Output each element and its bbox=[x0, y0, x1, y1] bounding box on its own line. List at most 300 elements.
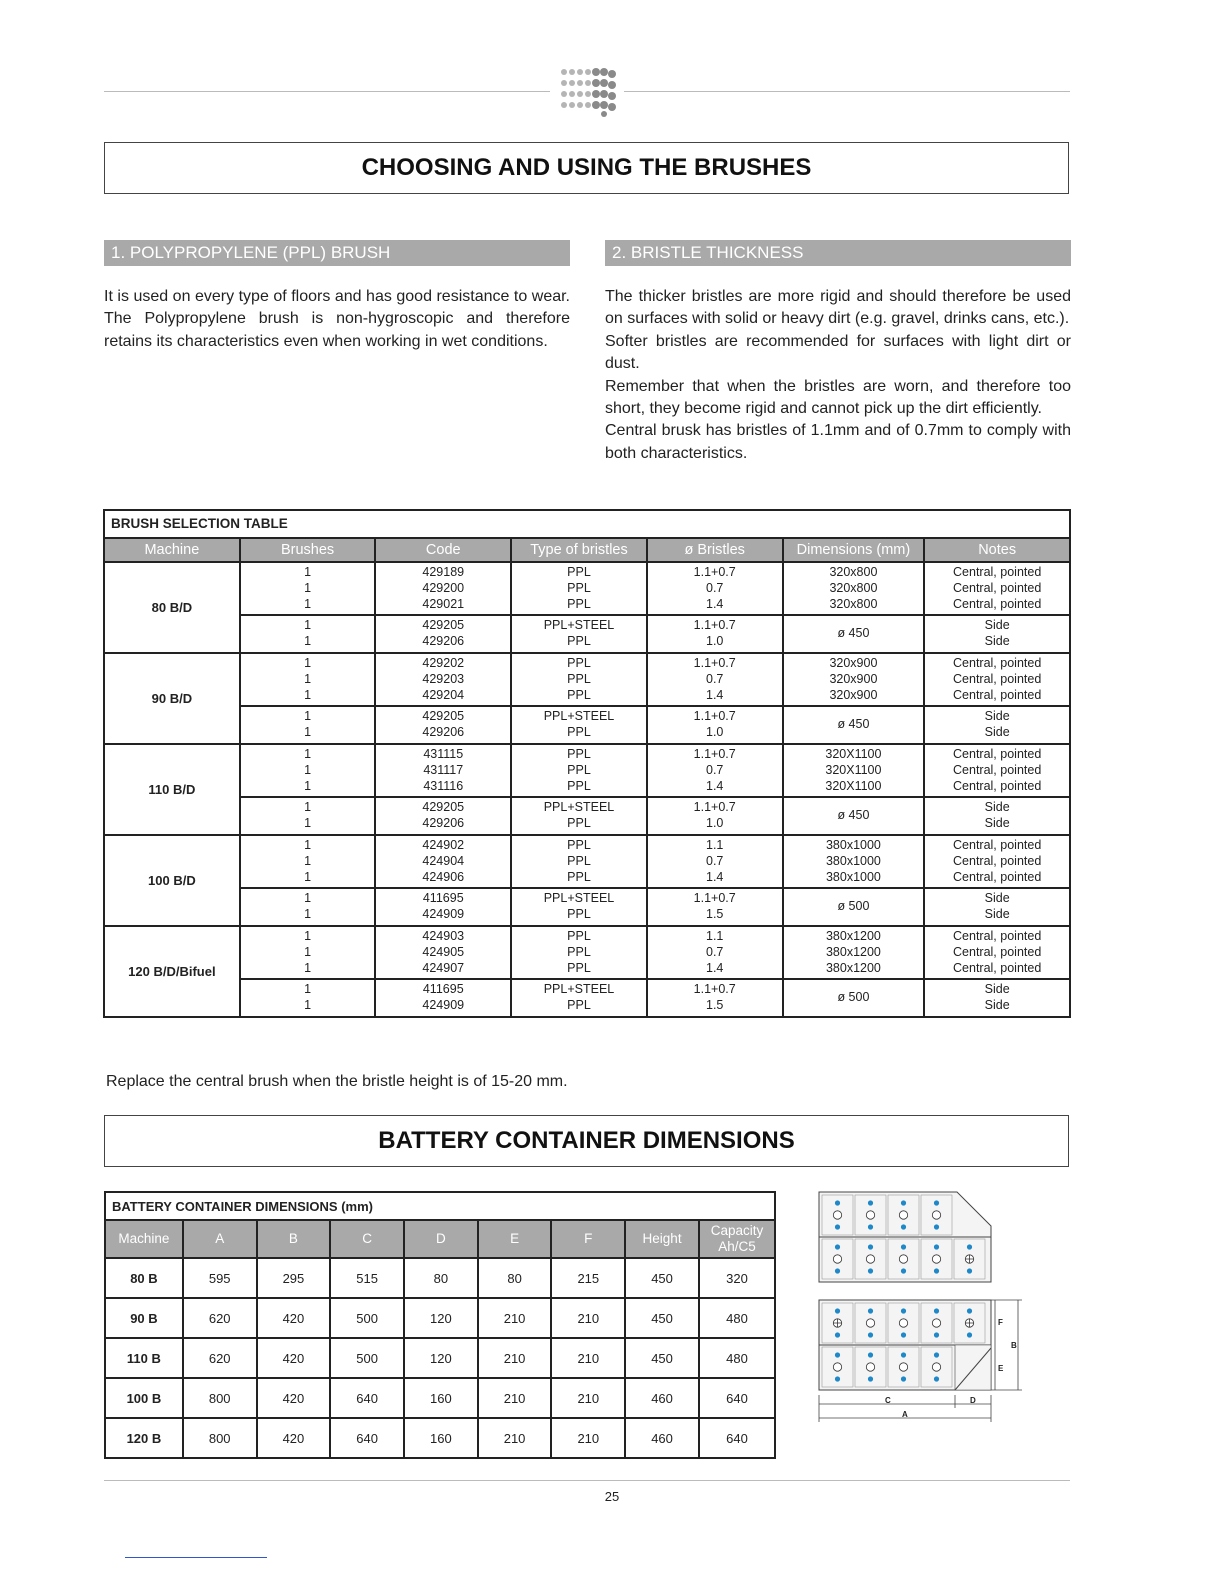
notes-cell-line: Side bbox=[984, 709, 1010, 724]
dimensions-cell bbox=[783, 888, 925, 926]
cell-terminal-dot bbox=[868, 1332, 873, 1337]
code-cell bbox=[375, 562, 511, 615]
bristles-cell bbox=[647, 615, 783, 653]
section2-paragraph-4: Central brusk has bristles of 1.1mm and of 0.7mm to comply with both characteristics. bbox=[605, 422, 1071, 462]
type-cell bbox=[511, 797, 647, 835]
type-cell-line: PPL+STEEL bbox=[543, 891, 615, 906]
page-number: 25 bbox=[604, 1489, 620, 1504]
code-cell-line: 431117 bbox=[423, 762, 464, 777]
code-cell-line: 429205 bbox=[422, 800, 465, 815]
notes-cell-line: Central, pointed bbox=[953, 746, 1042, 761]
cell-terminal-ring bbox=[833, 1363, 841, 1371]
battery-value-cell: 210 bbox=[551, 1338, 625, 1378]
cell-terminal-ring bbox=[866, 1211, 874, 1219]
battery-value-cell: 210 bbox=[478, 1418, 552, 1458]
cell-terminal-dot bbox=[868, 1224, 873, 1229]
brush-col-brushes: Brushes bbox=[240, 538, 376, 562]
brushes-cell-line: 1 bbox=[304, 869, 312, 884]
type-cell-line: PPL+STEEL bbox=[543, 982, 615, 997]
notes-cell-line: Side bbox=[984, 998, 1010, 1013]
code-cell-line: 431115 bbox=[423, 746, 464, 761]
battery-col-header: A bbox=[183, 1220, 257, 1258]
brush-col-dimensions: Dimensions (mm) bbox=[783, 538, 925, 562]
cell-terminal-ring bbox=[833, 1211, 841, 1219]
battery-value-cell: 515 bbox=[330, 1258, 404, 1298]
notes-cell-line: Central, pointed bbox=[953, 762, 1042, 777]
brushes-cell-line: 1 bbox=[304, 725, 312, 740]
notes-cell-line: Central, pointed bbox=[953, 655, 1042, 670]
battery-side-view bbox=[819, 1300, 991, 1390]
code-cell-line: 424904 bbox=[422, 853, 465, 868]
brushes-cell-line: 1 bbox=[304, 671, 312, 686]
brush-table-caption: BRUSH SELECTION TABLE bbox=[104, 510, 1070, 538]
cell-terminal-dot bbox=[901, 1376, 906, 1381]
dimensions-cell-line: 320x900 bbox=[829, 687, 878, 702]
dimensions-cell bbox=[783, 744, 925, 797]
notes-cell bbox=[924, 562, 1070, 615]
type-cell-line: PPL bbox=[567, 762, 591, 777]
cell-terminal-dot bbox=[934, 1352, 939, 1357]
replace-note: Replace the central brush when the bristle height is of 15-20 mm. bbox=[106, 1073, 568, 1090]
code-cell-line: 424905 bbox=[422, 944, 465, 959]
brushes-cell-line: 1 bbox=[304, 800, 312, 815]
type-cell-line: PPL+STEEL bbox=[543, 618, 615, 633]
code-cell-line: 411695 bbox=[422, 891, 464, 906]
brush-table-row bbox=[104, 797, 1070, 835]
notes-cell-line: Side bbox=[984, 907, 1010, 922]
battery-machine-cell: 80 B bbox=[105, 1258, 183, 1298]
dimensions-cell-line: 320X1100 bbox=[825, 778, 882, 793]
cell-terminal-dot bbox=[868, 1200, 873, 1205]
cell-terminal-dot bbox=[901, 1332, 906, 1337]
machine-cell: 120 B/D/Bifuel bbox=[104, 926, 240, 1017]
brushes-cell-line: 1 bbox=[304, 746, 312, 761]
notes-cell-line: Central, pointed bbox=[953, 928, 1042, 943]
cell-terminal-dot bbox=[835, 1308, 840, 1313]
bristles-cell bbox=[647, 926, 783, 979]
battery-section-title-text: BATTERY CONTAINER DIMENSIONS bbox=[378, 1127, 795, 1154]
cell-terminal-dot bbox=[835, 1244, 840, 1249]
type-cell-line: PPL bbox=[567, 944, 591, 959]
brushes-cell-line: 1 bbox=[304, 596, 312, 611]
battery-col-header: B bbox=[257, 1220, 331, 1258]
code-cell-line: 429189 bbox=[422, 565, 465, 579]
dimensions-cell-line: ø 500 bbox=[837, 990, 870, 1005]
cell-terminal-ring bbox=[899, 1319, 907, 1327]
type-cell bbox=[511, 926, 647, 979]
notes-cell-line: Central, pointed bbox=[953, 837, 1042, 852]
notes-cell-line: Side bbox=[984, 634, 1010, 649]
cell-terminal-ring bbox=[866, 1319, 874, 1327]
dimensions-cell-line: 380x1000 bbox=[825, 869, 881, 884]
battery-table-body bbox=[105, 1258, 775, 1458]
battery-container-diagram bbox=[815, 1190, 1025, 1422]
battery-value-cell: 210 bbox=[551, 1298, 625, 1338]
cell-terminal-ring bbox=[899, 1363, 907, 1371]
bristles-cell bbox=[647, 979, 783, 1017]
code-cell-line: 429202 bbox=[422, 655, 465, 670]
code-cell-line: 429206 bbox=[422, 634, 465, 649]
brush-col-bristles: ø Bristles bbox=[647, 538, 783, 562]
battery-value-cell: 480 bbox=[699, 1338, 775, 1378]
cell-terminal-dot bbox=[835, 1332, 840, 1337]
dimensions-cell-line: 380x1000 bbox=[825, 853, 881, 868]
notes-cell bbox=[924, 615, 1070, 653]
section1-paragraph: It is used on every type of floors and has good resistance to wear. The Polypropylene brush is non-hygroscopic and therefore retains its characteristics even when working in wet conditions. bbox=[104, 288, 570, 350]
cell-terminal-dot bbox=[934, 1268, 939, 1273]
bristles-cell bbox=[647, 653, 783, 706]
brush-col-code: Code bbox=[375, 538, 511, 562]
dimensions-cell-line: 380x1200 bbox=[825, 928, 881, 943]
section2-paragraph-2: Softer bristles are recommended for surfaces with light dirt or dust. bbox=[605, 332, 1071, 373]
cell-terminal-dot bbox=[934, 1224, 939, 1229]
cell-terminal-ring bbox=[932, 1363, 940, 1371]
header-rule-right bbox=[624, 91, 1070, 92]
bristles-cell-line: 0.7 bbox=[706, 580, 724, 595]
cell-terminal-ring bbox=[833, 1255, 841, 1263]
dimensions-cell-line: ø 500 bbox=[837, 899, 870, 914]
brushes-cell-line: 1 bbox=[304, 687, 312, 702]
brushes-cell-line: 1 bbox=[304, 580, 312, 595]
notes-cell-line: Central, pointed bbox=[953, 687, 1042, 702]
dimensions-cell-line: 320X1100 bbox=[825, 762, 882, 777]
brushes-cell-line: 1 bbox=[304, 565, 312, 579]
cell-terminal-dot bbox=[901, 1224, 906, 1229]
battery-value-cell: 640 bbox=[699, 1378, 775, 1418]
brush-table-row bbox=[104, 706, 1070, 744]
battery-value-cell: 420 bbox=[257, 1378, 331, 1418]
type-cell-line: PPL bbox=[567, 928, 591, 943]
code-cell-line: 424903 bbox=[422, 928, 465, 943]
bristles-cell-line: 1.0 bbox=[706, 816, 724, 831]
cell-terminal-dot bbox=[868, 1352, 873, 1357]
brushes-cell-line: 1 bbox=[304, 618, 312, 633]
battery-table-caption: BATTERY CONTAINER DIMENSIONS (mm) bbox=[105, 1192, 775, 1220]
brushes-cell-line: 1 bbox=[304, 837, 312, 852]
notes-cell bbox=[924, 797, 1070, 835]
brush-table-row bbox=[104, 653, 1070, 706]
battery-dimensions-table bbox=[104, 1191, 776, 1459]
code-cell bbox=[375, 888, 511, 926]
bristles-cell-line: 1.1+0.7 bbox=[693, 746, 736, 761]
cell-terminal-ring bbox=[899, 1211, 907, 1219]
cell-terminal-dot bbox=[934, 1332, 939, 1337]
notes-cell-line: Central, pointed bbox=[953, 960, 1042, 975]
type-cell-line: PPL bbox=[567, 998, 591, 1013]
type-cell-line: PPL bbox=[567, 853, 591, 868]
code-cell-line: 429203 bbox=[422, 671, 465, 686]
brushes-cell bbox=[240, 653, 376, 706]
brush-table-row bbox=[104, 835, 1070, 888]
code-cell-line: 429205 bbox=[422, 709, 465, 724]
brand-logo-icon bbox=[560, 66, 616, 118]
cell-terminal-dot bbox=[835, 1224, 840, 1229]
battery-value-cell: 210 bbox=[551, 1418, 625, 1458]
cell-terminal-dot bbox=[901, 1352, 906, 1357]
battery-value-cell: 295 bbox=[257, 1258, 331, 1298]
brushes-cell-line: 1 bbox=[304, 634, 312, 649]
bristles-cell bbox=[647, 562, 783, 615]
cell-terminal-dot bbox=[868, 1244, 873, 1249]
battery-value-cell: 80 bbox=[404, 1258, 478, 1298]
battery-value-cell: 480 bbox=[699, 1298, 775, 1338]
type-cell-line: PPL bbox=[567, 634, 591, 649]
bristles-cell bbox=[647, 706, 783, 744]
battery-value-cell: 120 bbox=[404, 1338, 478, 1378]
code-cell-line: 429200 bbox=[422, 580, 465, 595]
battery-value-cell: 160 bbox=[404, 1418, 478, 1458]
code-cell bbox=[375, 979, 511, 1017]
battery-value-cell: 160 bbox=[404, 1378, 478, 1418]
header-rule-left bbox=[104, 91, 550, 92]
code-cell-line: 424902 bbox=[422, 837, 465, 852]
page-title bbox=[104, 142, 1069, 194]
bristles-cell-line: 1.4 bbox=[706, 778, 724, 793]
battery-value-cell: 640 bbox=[330, 1418, 404, 1458]
battery-value-cell: 620 bbox=[183, 1338, 257, 1378]
dimensions-cell-line: 380x1200 bbox=[825, 960, 881, 975]
bristles-cell-line: 0.7 bbox=[706, 944, 724, 959]
brushes-cell-line: 1 bbox=[304, 655, 312, 670]
cell-terminal-ring bbox=[899, 1255, 907, 1263]
notes-cell-line: Central, pointed bbox=[953, 596, 1042, 611]
brush-col-machine: Machine bbox=[104, 538, 240, 562]
dimensions-cell-line: 320x900 bbox=[829, 655, 878, 670]
type-cell-line: PPL bbox=[567, 960, 591, 975]
battery-value-cell: 450 bbox=[625, 1338, 699, 1378]
battery-col-header: Height bbox=[625, 1220, 699, 1258]
bristles-cell-line: 1.1+0.7 bbox=[693, 709, 736, 724]
bristles-cell-line: 1.1 bbox=[706, 837, 724, 852]
notes-cell-line: Side bbox=[984, 982, 1010, 997]
dim-label-a: A bbox=[902, 1410, 908, 1419]
type-cell bbox=[511, 615, 647, 653]
cell-terminal-dot bbox=[901, 1244, 906, 1249]
battery-section-title bbox=[104, 1115, 1069, 1167]
section2-text bbox=[605, 286, 1071, 465]
section1-heading: 1. POLYPROPYLENE (PPL) BRUSH bbox=[104, 240, 570, 266]
cell-terminal-ring bbox=[932, 1255, 940, 1263]
bristles-cell-line: 0.7 bbox=[706, 762, 724, 777]
brushes-cell-line: 1 bbox=[304, 778, 312, 793]
footer-rule bbox=[104, 1480, 1070, 1481]
battery-value-cell: 640 bbox=[699, 1418, 775, 1458]
battery-machine-cell: 120 B bbox=[105, 1418, 183, 1458]
dimensions-cell bbox=[783, 706, 925, 744]
cell-terminal-dot bbox=[967, 1244, 972, 1249]
cell-terminal-dot bbox=[934, 1200, 939, 1205]
bristles-cell-line: 1.4 bbox=[706, 960, 724, 975]
type-cell-line: PPL bbox=[567, 778, 591, 793]
cell-terminal-dot bbox=[835, 1352, 840, 1357]
code-cell-line: 429021 bbox=[422, 596, 465, 611]
notes-cell-line: Side bbox=[984, 725, 1010, 740]
dim-label-c: C bbox=[885, 1396, 891, 1405]
code-cell bbox=[375, 835, 511, 888]
dimensions-cell bbox=[783, 562, 925, 615]
dimensions-cell-line: 320X1100 bbox=[825, 746, 882, 761]
footer-link-underline bbox=[125, 1557, 267, 1558]
battery-col-header: C bbox=[330, 1220, 404, 1258]
brushes-cell bbox=[240, 615, 376, 653]
battery-col-header: E bbox=[478, 1220, 552, 1258]
cell-terminal-dot bbox=[868, 1308, 873, 1313]
battery-value-cell: 800 bbox=[183, 1378, 257, 1418]
cell-terminal-dot bbox=[967, 1268, 972, 1273]
cell-terminal-dot bbox=[901, 1268, 906, 1273]
notes-cell-line: Side bbox=[984, 618, 1010, 633]
notes-cell bbox=[924, 744, 1070, 797]
battery-top-view bbox=[819, 1192, 991, 1282]
section1-text bbox=[104, 286, 570, 353]
machine-cell: 90 B/D bbox=[104, 653, 240, 744]
cell-terminal-dot bbox=[835, 1376, 840, 1381]
bristles-cell-line: 1.1+0.7 bbox=[693, 655, 736, 670]
dim-label-d: D bbox=[970, 1396, 976, 1405]
section2-heading: 2. BRISTLE THICKNESS bbox=[605, 240, 1071, 266]
battery-table-row bbox=[105, 1258, 775, 1298]
code-cell-line: 429206 bbox=[422, 816, 465, 831]
dimensions-cell-line: 380x1200 bbox=[825, 944, 881, 959]
bristles-cell-line: 1.1+0.7 bbox=[693, 982, 736, 997]
type-cell bbox=[511, 562, 647, 615]
notes-cell bbox=[924, 835, 1070, 888]
battery-table-row bbox=[105, 1338, 775, 1378]
brushes-cell bbox=[240, 744, 376, 797]
bristles-cell-line: 1.1 bbox=[706, 928, 724, 943]
dimensions-cell bbox=[783, 979, 925, 1017]
section2-paragraph-3: Remember that when the bristles are worn, and therefore too short, they become rigid and cannot pick up the dirt efficiently. bbox=[605, 377, 1071, 418]
battery-value-cell: 640 bbox=[330, 1378, 404, 1418]
dimensions-cell-line: 320x800 bbox=[829, 596, 878, 611]
notes-cell-line: Central, pointed bbox=[953, 778, 1042, 793]
bristles-cell-line: 1.1+0.7 bbox=[693, 800, 736, 815]
cell-terminal-dot bbox=[868, 1268, 873, 1273]
battery-value-cell: 800 bbox=[183, 1418, 257, 1458]
brushes-cell-line: 1 bbox=[304, 816, 312, 831]
brush-table-row bbox=[104, 888, 1070, 926]
battery-value-cell: 500 bbox=[330, 1338, 404, 1378]
code-cell bbox=[375, 706, 511, 744]
notes-cell-line: Side bbox=[984, 816, 1010, 831]
battery-table-row bbox=[105, 1418, 775, 1458]
type-cell-line: PPL bbox=[567, 565, 591, 579]
bristles-cell-line: 0.7 bbox=[706, 853, 724, 868]
bristles-cell-line: 0.7 bbox=[706, 671, 724, 686]
battery-value-cell: 420 bbox=[257, 1338, 331, 1378]
dimensions-cell-line: ø 450 bbox=[837, 626, 870, 641]
machine-cell: 80 B/D bbox=[104, 562, 240, 653]
type-cell-line: PPL bbox=[567, 816, 591, 831]
cell-terminal-dot bbox=[934, 1244, 939, 1249]
bristles-cell-line: 1.1+0.7 bbox=[693, 565, 736, 579]
type-cell-line: PPL bbox=[567, 725, 591, 740]
battery-col-header: F bbox=[551, 1220, 625, 1258]
battery-value-cell: 460 bbox=[625, 1418, 699, 1458]
battery-machine-cell: 110 B bbox=[105, 1338, 183, 1378]
brush-table-row bbox=[104, 979, 1070, 1017]
battery-value-cell: 210 bbox=[478, 1378, 552, 1418]
battery-col-header: D bbox=[404, 1220, 478, 1258]
code-cell-line: 429204 bbox=[422, 687, 465, 702]
type-cell-line: PPL bbox=[567, 580, 591, 595]
dimensions-cell-line: 320x800 bbox=[829, 580, 878, 595]
bristles-cell-line: 1.1+0.7 bbox=[693, 618, 736, 633]
battery-value-cell: 460 bbox=[625, 1378, 699, 1418]
battery-value-cell: 450 bbox=[625, 1258, 699, 1298]
brush-table-row bbox=[104, 562, 1070, 615]
cell-terminal-ring bbox=[866, 1363, 874, 1371]
brushes-cell-line: 1 bbox=[304, 709, 312, 724]
code-cell bbox=[375, 615, 511, 653]
brushes-cell bbox=[240, 926, 376, 979]
type-cell-line: PPL+STEEL bbox=[543, 709, 615, 724]
battery-value-cell: 595 bbox=[183, 1258, 257, 1298]
battery-table-row bbox=[105, 1298, 775, 1338]
code-cell bbox=[375, 653, 511, 706]
cell-terminal-dot bbox=[835, 1268, 840, 1273]
battery-col-header: Capacity Ah/C5 bbox=[699, 1220, 775, 1258]
notes-cell-line: Central, pointed bbox=[953, 869, 1042, 884]
brushes-cell-line: 1 bbox=[304, 960, 312, 975]
brush-table-body bbox=[104, 562, 1070, 1017]
dim-label-f: F bbox=[998, 1318, 1003, 1327]
dimensions-cell-line: 320x800 bbox=[829, 565, 878, 579]
battery-table-row bbox=[105, 1378, 775, 1418]
battery-value-cell: 80 bbox=[478, 1258, 552, 1298]
notes-cell-line: Side bbox=[984, 891, 1010, 906]
battery-machine-cell: 100 B bbox=[105, 1378, 183, 1418]
bristles-cell-line: 1.4 bbox=[706, 596, 724, 611]
section2-paragraph-1: The thicker bristles are more rigid and should therefore be used on surfaces with solid or heavy dirt (e.g. gravel, drinks cans, etc.). bbox=[605, 288, 1071, 328]
type-cell bbox=[511, 888, 647, 926]
brush-col-notes: Notes bbox=[924, 538, 1070, 562]
brush-table-row bbox=[104, 615, 1070, 653]
battery-value-cell: 210 bbox=[551, 1378, 625, 1418]
code-cell-line: 424907 bbox=[422, 960, 465, 975]
dimensions-cell-line: 320x900 bbox=[829, 671, 878, 686]
type-cell bbox=[511, 706, 647, 744]
dimensions-cell bbox=[783, 797, 925, 835]
battery-value-cell: 620 bbox=[183, 1298, 257, 1338]
battery-col-header: Machine bbox=[105, 1220, 183, 1258]
brushes-cell-line: 1 bbox=[304, 928, 312, 943]
bristles-cell-line: 1.4 bbox=[706, 869, 724, 884]
brushes-cell bbox=[240, 979, 376, 1017]
notes-cell bbox=[924, 888, 1070, 926]
dimensions-cell-line: 380x1000 bbox=[825, 837, 881, 852]
dimensions-cell bbox=[783, 835, 925, 888]
battery-machine-cell: 90 B bbox=[105, 1298, 183, 1338]
code-cell bbox=[375, 926, 511, 979]
battery-value-cell: 420 bbox=[257, 1298, 331, 1338]
dimensions-cell bbox=[783, 926, 925, 979]
notes-cell-line: Central, pointed bbox=[953, 944, 1042, 959]
machine-cell: 100 B/D bbox=[104, 835, 240, 926]
type-cell-line: PPL bbox=[567, 869, 591, 884]
type-cell-line: PPL bbox=[567, 746, 591, 761]
notes-cell bbox=[924, 926, 1070, 979]
bristles-cell bbox=[647, 744, 783, 797]
brush-table-row bbox=[104, 926, 1070, 979]
type-cell-line: PPL bbox=[567, 671, 591, 686]
notes-cell-line: Central, pointed bbox=[953, 853, 1042, 868]
bristles-cell-line: 1.0 bbox=[706, 634, 724, 649]
brushes-cell bbox=[240, 797, 376, 835]
cell-terminal-dot bbox=[934, 1308, 939, 1313]
code-cell-line: 424906 bbox=[422, 869, 465, 884]
notes-cell-line: Central, pointed bbox=[953, 565, 1042, 579]
